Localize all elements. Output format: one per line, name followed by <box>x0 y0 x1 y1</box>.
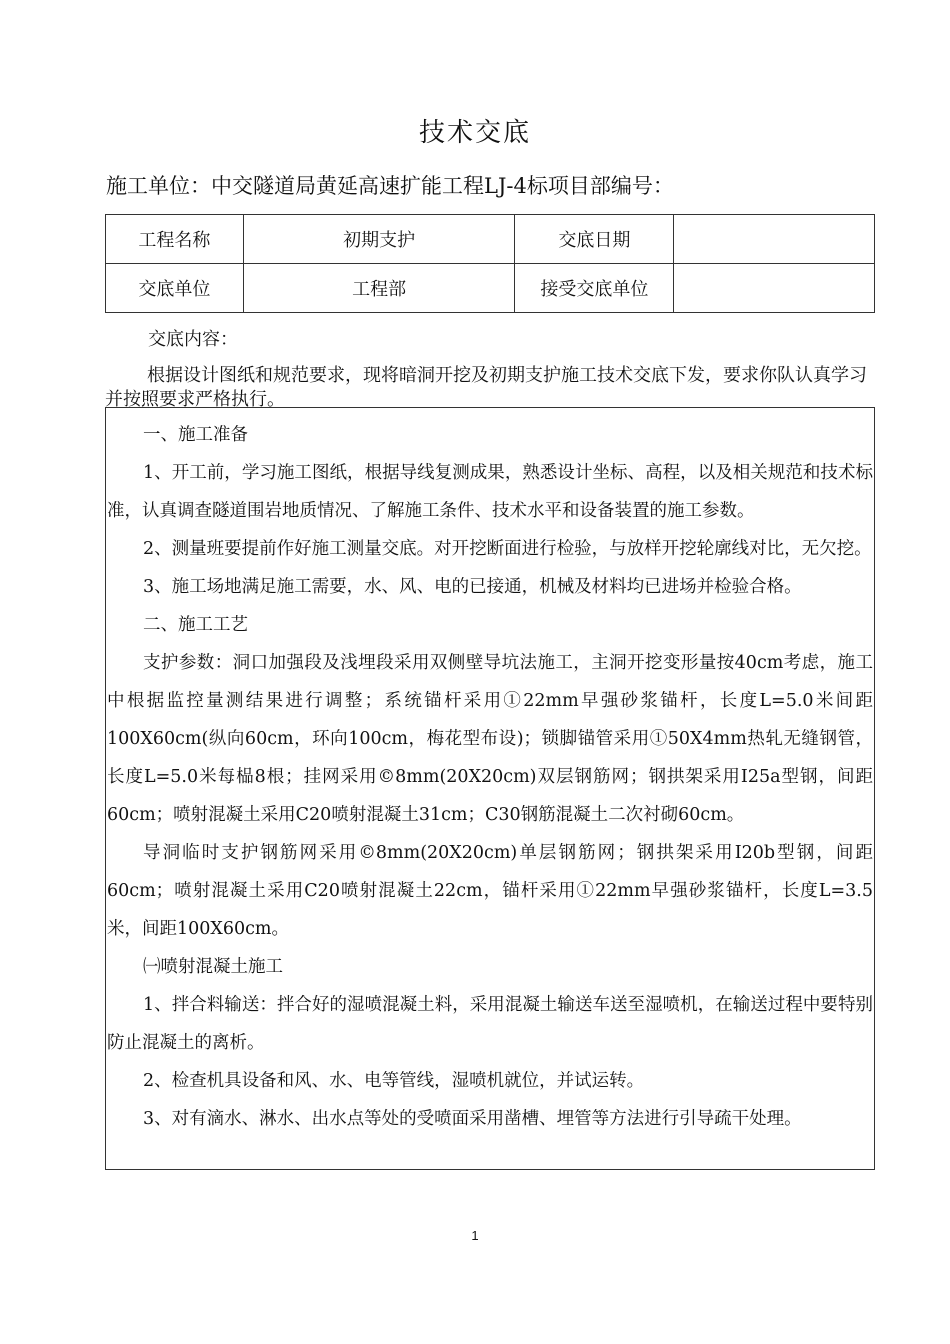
handover-date-label: 交底日期 <box>515 215 674 264</box>
project-name-value: 初期支护 <box>243 215 515 264</box>
info-table <box>105 214 875 313</box>
construction-unit-line: 施工单位：中交隧道局黄延高速扩能工程LJ-4标项目部编号： <box>106 174 674 198</box>
content-box <box>105 407 875 1170</box>
page-number: 1 <box>471 1228 479 1243</box>
handover-date-value <box>674 215 875 264</box>
document-title: 技术交底 <box>418 118 531 148</box>
paragraph: 3、施工场地满足施工需要，水、风、电的已接通，机械及材料均已进场并检验合格。 <box>143 577 802 597</box>
paragraph: 3、对有滴水、淋水、出水点等处的受喷面采用凿槽、埋管等方法进行引导疏干处理。 <box>143 1109 802 1129</box>
receiving-unit-value <box>674 264 875 313</box>
table-row <box>106 215 875 264</box>
paragraph: 支护参数：洞口加强段及浅埋段采用双侧壁导坑法施工，主洞开挖变形量按40cm考虑，施工中根据监控量测结果进行调整；系统锚杆采用①22mm早强砂浆锚杆，长度L=5.0米间距100X60cm(纵向60cm，环向100cm，梅花型布设)；锁脚锚管采用①50X4mm热轧无缝钢管，长度L=5.0米每榀8根；挂网采用©8mm(20X20cm)双层钢筋网；钢拱架采用I25a型钢，间距60cm；喷射混凝土采用C20喷射混凝土31cm；C30钢筋混凝土二次衬砌60cm。 <box>107 653 873 825</box>
paragraph: 1、开工前，学习施工图纸，根据导线复测成果，熟悉设计坐标、高程，以及相关规范和技术标准，认真调查隧道围岩地质情况、了解施工条件、技术水平和设备装置的施工参数。 <box>107 463 873 521</box>
handover-unit-value: 工程部 <box>243 264 515 313</box>
paragraph: 导洞临时支护钢筋网采用©8mm(20X20cm)单层钢筋网；钢拱架采用I20b型钢，间距60cm；喷射混凝土采用C20喷射混凝土22cm，锚杆采用①22mm早强砂浆锚杆，长度L=3.5米，间距100X60cm。 <box>107 843 873 939</box>
subsection-heading: ㈠喷射混凝土施工 <box>143 957 283 977</box>
section-heading: 一、施工准备 <box>143 425 248 445</box>
paragraph: 1、拌合料输送：拌合好的湿喷混凝土料，采用混凝土输送车送至湿喷机，在输送过程中要特别防止混凝土的离析。 <box>107 995 873 1053</box>
section-heading: 二、施工工艺 <box>143 615 248 635</box>
paragraph: 2、测量班要提前作好施工测量交底。对开挖断面进行检验，与放样开挖轮廓线对比，无欠挖。 <box>143 539 872 559</box>
paragraph: 2、检查机具设备和风、水、电等管线，湿喷机就位，并试运转。 <box>143 1071 645 1091</box>
content-label: 交底内容： <box>148 329 238 350</box>
intro-paragraph: 根据设计图纸和规范要求，现将暗洞开挖及初期支护施工技术交底下发，要求你队认真学习并按照要求严格执行。 <box>105 365 867 410</box>
receiving-unit-label: 接受交底单位 <box>515 264 674 313</box>
project-name-label: 工程名称 <box>106 215 244 264</box>
table-row <box>106 264 875 313</box>
handover-unit-label: 交底单位 <box>106 264 244 313</box>
